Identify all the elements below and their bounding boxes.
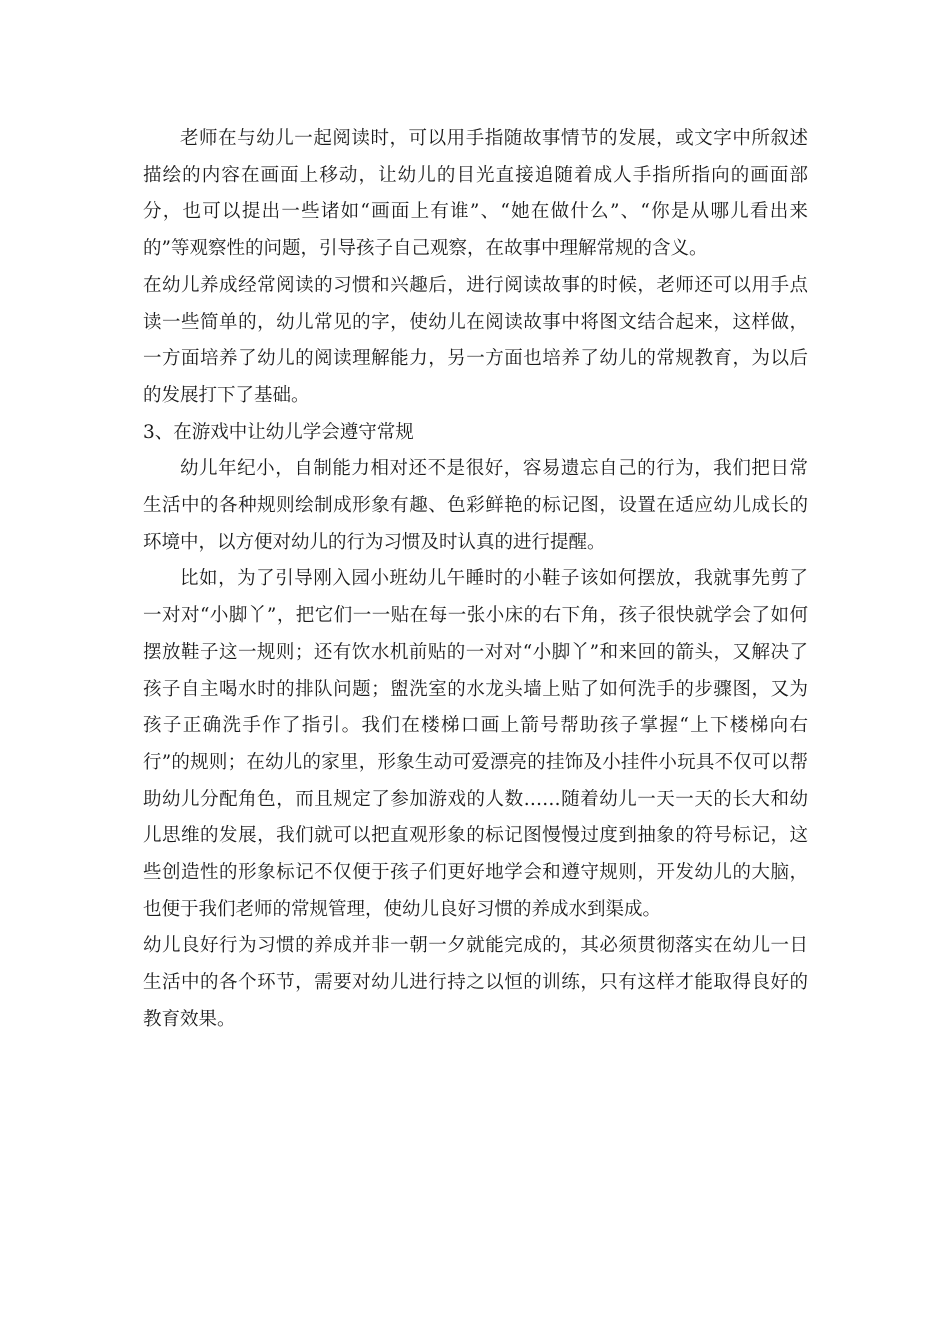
paragraph-point-reading: 在幼儿养成经常阅读的习惯和兴趣后，进行阅读故事的时候，老师还可以用手点读一些简单的，幼儿常见的字，使幼儿在阅读故事中将图文结合起来，这样做，一方面培养了幼儿的阅读理解能力，另一方面也培养了幼儿的常规教育，为以后的发展打下了基础。 <box>143 274 808 406</box>
paragraph-conclusion: 幼儿良好行为习惯的养成并非一朝一夕就能完成的，其必须贯彻落实在幼儿一日生活中的各个环节，需要对幼儿进行持之以恒的训练，只有这样才能取得良好的教育效果。 <box>143 935 808 1030</box>
paragraph-reading-guidance: 老师在与幼儿一起阅读时，可以用手指随故事情节的发展，或文字中所叙述描绘的内容在画面上移动，让幼儿的目光直接追随着成人手指所指向的画面部分，也可以提出一些诸如“画面上有谁”、“她在做什么”、“你是从哪儿看出来的”等观察性的问题，引导孩子自己观察，在故事中理解常规的含义。 <box>143 128 808 260</box>
paragraph-examples: 比如，为了引导刚入园小班幼儿午睡时的小鞋子该如何摆放，我就事先剪了一对对“小脚丫”，把它们一一贴在每一张小床的右下角，孩子很快就学会了如何摆放鞋子这一规则；还有饮水机前贴的一对对“小脚丫”和来回的箭头，又解决了孩子自主喝水时的排队问题；盥洗室的水龙头墙上贴了如何洗手的步骤图，又为孩子正确洗手作了指引。我们在楼梯口画上箭号帮助孩子掌握“上下楼梯向右行”的规则；在幼儿的家里，形象生动可爱漂亮的挂饰及小挂件小玩具不仅可以帮助幼儿分配角色，而且规定了参加游戏的人数……随着幼儿一天一天的长大和幼儿思维的发展，我们就可以把直观形象的标记图慢慢过度到抽象的符号标记，这些创造性的形象标记不仅便于孩子们更好地学会和遵守规则，开发幼儿的大脑，也便于我们老师的常规管理，使幼儿良好习惯的养成水到渠成。 <box>143 568 808 920</box>
body-text <box>143 121 808 1039</box>
paragraph-self-control: 幼儿年纪小，自制能力相对还不是很好，容易遗忘自己的行为，我们把日常生活中的各种规则绘制成形象有趣、色彩鲜艳的标记图，设置在适应幼儿成长的环境中，以方便对幼儿的行为习惯及时认真的进行提醒。 <box>143 458 808 553</box>
section-heading-games: 3、在游戏中让幼儿学会遵守常规 <box>143 421 414 443</box>
